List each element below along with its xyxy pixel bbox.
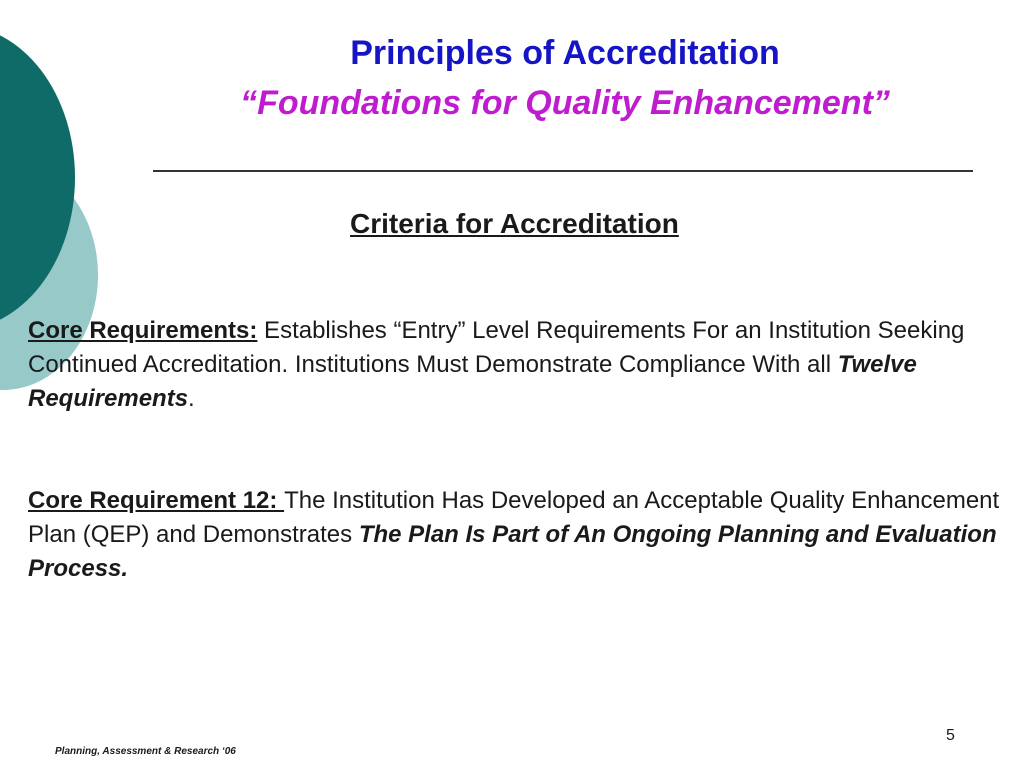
core-requirements-text: Establishes “Entry” Level Requirements For an Institution Seeking Continued Accreditation. Institutions Must Demonstrate Compliance With all — [28, 317, 965, 378]
core-requirement-12-lead: Core Requirement 12: — [28, 487, 285, 514]
footer-text: Planning, Assessment & Research ‘06 — [55, 746, 236, 757]
core-requirements-lead: Core Requirements: — [28, 317, 258, 344]
core-requirement-12-text: The Institution Has Developed an Acceptable Quality Enhancement Plan (QEP) and Demonstrates — [28, 487, 1000, 548]
title-divider — [153, 170, 973, 172]
core-requirements-tail: . — [188, 385, 195, 412]
slide-number: 5 — [946, 727, 955, 744]
section-heading: Criteria for Accreditation — [350, 208, 679, 239]
core-requirements-emphasis: Twelve Requirements — [28, 351, 917, 412]
core-requirement-12-emphasis: The Plan Is Part of An Ongoing Planning and Evaluation Process. — [28, 521, 997, 582]
slide-subtitle: “Foundations for Quality Enhancement” — [240, 84, 890, 122]
core-requirements-paragraph — [28, 314, 1003, 416]
core-requirement-12-paragraph — [28, 484, 1003, 586]
slide-title: Principles of Accreditation — [350, 34, 780, 72]
